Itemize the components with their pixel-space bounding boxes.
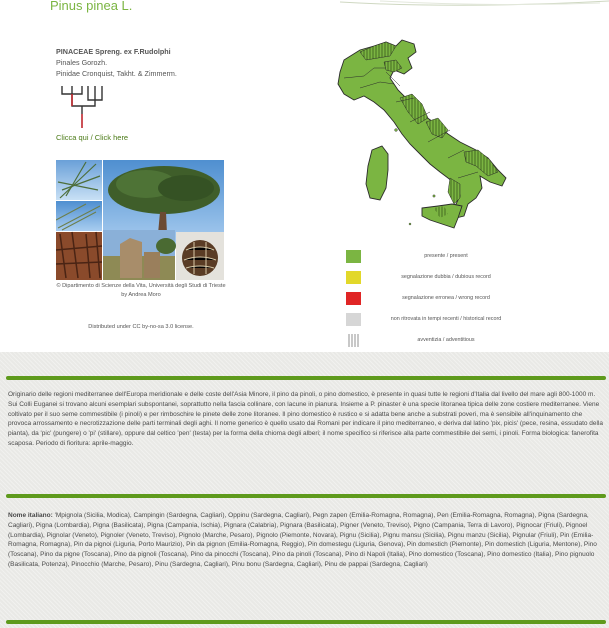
legend-swatch-present [346,250,361,263]
photo-credit [56,282,226,300]
taxonomy-block [56,46,177,79]
divider-bar-2 [6,494,606,498]
legend-label-wrong: segnalazione erronea / wrong record [402,295,490,301]
phylogeny-tree-icon[interactable] [58,84,108,130]
distribution-map [330,38,530,233]
common-names-text: 'Mpignola (Sicilia, Modica), Campingin (Sardegna, Cagliari), Oppinu (Sardegna, Cagliari), Pegn zapen (Emilia-Romagna, Romagna), Pen (Emilia-Romagna, Romagna), Pigna (Sardegna, Cagliari), Pigna (Lombardia), Pigna (Basilicata), Pigna (Campania, Ischia), Pignara (Calabria), Pignara (Basilicata), Pigner (Veneto, Treviso), Pigno (Campania, Terra di Lavoro), Pignocar (Friuli), Pignoel (Lombardia), Pignolar (Veneto), Pignoler (Veneto, Treviso), Pignolo (Marche, Pesaro), Pignolo (Piemonte, Novara), Pignu (Sicilia), Pignu mansu (Sicilia), Pignu manzu (Sicilia), Pignular (Friuli), Pin (Emilia-Romagna, Romagna), Pin da pignoi (Liguria, Porto Maurizio), Pin da pignon (Emilia-Romagna, Reggio), Pin domestegu (Liguria, Genova), Pin domestich (Piemonte), Pin domestich (Liguria, Mentone), Pino (Toscana), Pino da pigne (Toscana), Pino da pignoli (Toscana), Pino da pinocchi (Toscana), Pino da pinoli (Toscana), Pino di Napoli (Italia), Pino domestico (Toscana), Pino domestico (Italia), Pino pignuolo (Basilicata, Potenza), Pinocchio (Marche, Pesaro), Pinu (Sardegna, Cagliari), Pinu bonu (Sardegna, Cagliari), Pinu de pappai (Sardegna, Cagliari) [8,512,597,568]
divider-bar-3 [6,620,606,624]
license-text: Distributed under CC by-no-sa 3.0 license. [88,324,194,330]
legend-row-historical [346,313,546,334]
taxonomy-class: Pinidae Cronquist, Takht. & Zimmerm. [56,69,177,78]
italy-mainland-shape [338,40,506,218]
taxonomy-family: PINACEAE Spreng. ex F.Rudolphi [56,47,171,56]
sardinia-shape [366,146,388,200]
legend-row-wrong [346,292,546,313]
legend-label-adventitious: avventizia / adventitious [417,337,475,343]
header-decoration [340,0,609,10]
legend-row-present [346,250,546,271]
species-description: Originario delle regioni mediterranee dell'Europa meridionale e delle coste dell'Asia Minore, il pino da pinoli, o pino domestico, è presente in quasi tutte le regioni d'Italia dal livello del mare agli 800-1000 m. Sui Colli Euganei si trovano alcuni esemplari subspontanei, soprattutto nella fascia collinare, con lacune in pianura. Insieme a P. pinaster è una specie litoranea tipica delle zone costiere mediterranee. Viene coltivato per il suo seme commestibile (i pinoli) e per rimboschire le pinete delle zone litoranee. Il pino domestico è rustico e si adatta bene anche a substrati poveri, ma è sensibile all'inquinamento che provoca arrossamento e necrotizzazione delle parti terminali degli aghi. Il nome generico è quello usato dai Romani per indicare il pino mediterraneo, e deriva dal latino 'pix, picis' (pece, resina, essudato della pianta), da 'pic' (pungere) o 'pi' (stillare), oppure dal celtico 'pen' (testa) per la forma della chioma degli alberi; il nome specifico si riferisce alla parte commestibile dei semi, i pinoli. Forma biologica: fanerofita scaposa. Periodo di fioritura: aprile-maggio. [8,391,604,447]
common-names-label: Nome italiano: [8,512,53,519]
species-photos[interactable] [56,160,224,280]
map-legend [346,250,546,355]
legend-swatch-wrong [346,292,361,305]
legend-label-historical: non ritrovata in tempi recenti / historical record [390,316,502,322]
photo-credit-line1: © Dipartimento di Scienze della Vita, Università degli Studi di Trieste [56,283,226,289]
legend-swatch-adventitious [346,334,361,347]
legend-label-present: presente / present [424,253,468,259]
common-names [8,511,604,570]
legend-label-dubious: segnalazione dubbia / dubious record [401,274,491,280]
taxonomy-order: Pinales Gorozh. [56,58,108,67]
species-title: Pinus pinea L. [50,0,133,13]
divider-bar-1 [6,376,606,380]
phylogeny-link[interactable]: Clicca qui / Click here [56,133,129,142]
legend-swatch-dubious [346,271,361,284]
legend-row-dubious [346,271,546,292]
legend-swatch-historical [346,313,361,326]
photo-credit-line2: by Andrea Moro [121,292,161,298]
